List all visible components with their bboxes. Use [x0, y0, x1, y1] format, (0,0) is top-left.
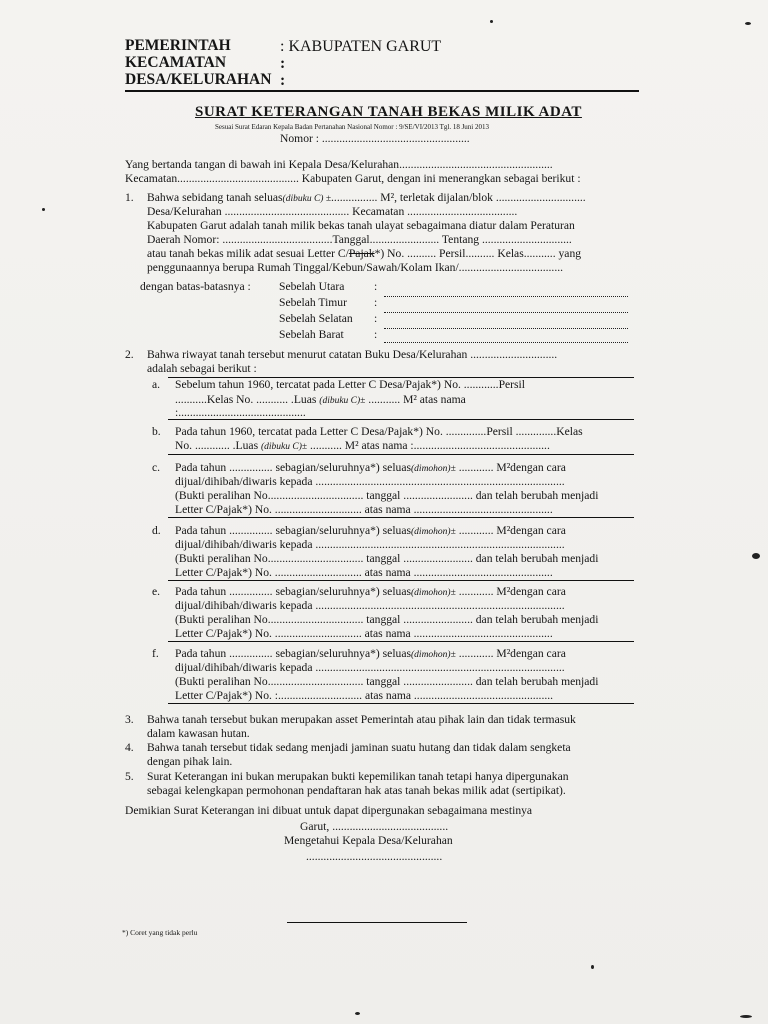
item2a-line-2: ...........Kelas No. ........... .Luas (dibuku C)± ........... M² atas nama [175, 393, 466, 406]
header-label-pemerintah: PEMERINTAH [125, 37, 231, 54]
item2e-bottom-rule [168, 641, 634, 642]
item1-line-3: Kabupaten Garut adalah tanah milik bekas tanah ulayat sebagaimana diatur dalam Peraturan [147, 219, 575, 232]
batas-selatan: Sebelah Selatan [279, 312, 353, 325]
item5-line-2: sebagai kelengkapan permohonan pendaftaran hak atas tanah bekas milik adat (sertipikat). [147, 784, 566, 797]
item1-line-2: Desa/Kelurahan ........................................... Kecamatan ...................................... [147, 205, 518, 218]
item5-line-1: Surat Keterangan ini bukan merupakan bukti kepemilikan tanah tetapi hanya dipergunakan [147, 770, 569, 783]
batas-selatan-line [384, 328, 628, 329]
batas-colon-2: : [374, 296, 378, 309]
item3-number: 3. [125, 713, 134, 726]
batas-label: dengan batas-batasnya : [140, 280, 251, 293]
batas-timur: Sebelah Timur [279, 296, 347, 309]
document-subtitle: Sesuai Surat Edaran Kepala Badan Pertanahan Nasional Nomor : 9/SE/VI/2013 Tgl. 18 Juni 2013 [215, 123, 489, 131]
batas-colon-4: : [374, 328, 378, 341]
header-label-desa: DESA/KELURAHAN [125, 71, 272, 88]
item2f-line-4: Letter C/Pajak*) No. :............................. atas nama ................................................ [175, 689, 554, 702]
item2f-line-1: Pada tahun ............... sebagian/seluruhnya*) seluas(dimohon)± ............ M²dengan cara [175, 647, 566, 660]
item2d-line-2: dijual/dihibah/diwaris kepada ...................................................................................... [175, 538, 565, 551]
item2e-line-1: Pada tahun ............... sebagian/seluruhnya*) seluas(dimohon)± ............ M²dengan cara [175, 585, 566, 598]
item4-line-1: Bahwa tanah tersebut tidak sedang menjadi jaminan suatu hutang dan tidak dalam sengketa [147, 741, 571, 754]
item4-line-2: dengan pihak lain. [147, 755, 233, 768]
item2b-bottom-rule [168, 454, 634, 455]
item2f-line-3: (Bukti peralihan No................................. tanggal ........................ dan telah berubah menjadi [175, 675, 599, 688]
item2f-line-2: dijual/dihibah/diwaris kepada ...................................................................................... [175, 661, 565, 674]
item2e-line-2: dijual/dihibah/diwaris kepada ...................................................................................... [175, 599, 565, 612]
item2-line-2: adalah sebagai berikut : [147, 362, 257, 375]
intro-line-2: Kecamatan.......................................... Kabupaten Garut, dengan ini menerangkan sebagai berikut : [125, 172, 581, 185]
place-date: Garut, ........................................ [300, 820, 449, 833]
item1-line-1: Bahwa sebidang tanah seluas(dibuku C) ±................ M², terletak dijalan/blok ............................... [147, 191, 586, 204]
item3-line-2: dalam kawasan hutan. [147, 727, 250, 740]
item5-number: 5. [125, 770, 134, 783]
scan-speck [752, 553, 760, 559]
item2e-line-4: Letter C/Pajak*) No. .............................. atas nama ................................................ [175, 627, 553, 640]
item2d-mark: d. [152, 524, 161, 537]
batas-utara-line [384, 296, 628, 297]
item1-line-4: Daerah Nomor: ......................................Tanggal........................ Tentang ............................... [147, 233, 572, 246]
footnote-rule [287, 922, 467, 923]
scan-speck [591, 965, 594, 969]
item1-number: 1. [125, 191, 134, 204]
item2-number: 2. [125, 348, 134, 361]
intro-line-1: Yang bertanda tangan di bawah ini Kepala Desa/Kelurahan..................................................... [125, 158, 553, 171]
item2c-line-2: dijual/dihibah/diwaris kepada ...................................................................................... [175, 475, 565, 488]
item1-line-6: penggunaannya berupa Rumah Tinggal/Kebun/Sawah/Kolam Ikan/.................................... [147, 261, 564, 274]
item2c-bottom-rule [168, 517, 634, 518]
item2b-line-1: Pada tahun 1960, tercatat pada Letter C Desa/Pajak*) No. ..............Persil ..............Kelas [175, 425, 583, 438]
item1-line-5: atau tanah bekas milik adat sesuai Letter C/Pajak*) No. .......... Persil.......... Kelas........... yang [147, 247, 582, 260]
item2a-top-rule [168, 377, 634, 378]
item2e-mark: e. [152, 585, 161, 598]
item3-line-1: Bahwa tanah tersebut bukan merupakan asset Pemerintah atau pihak lain dan tidak termasuk [147, 713, 576, 726]
item2d-line-4: Letter C/Pajak*) No. .............................. atas nama ................................................ [175, 566, 553, 579]
header-rule [125, 90, 639, 92]
batas-timur-line [384, 312, 628, 313]
header-value-desa: : [280, 72, 286, 89]
item2b-line-2: No. ............ .Luas (dibuku C)± ........... M² atas nama :............................................... [175, 439, 550, 452]
item2d-bottom-rule [168, 580, 634, 581]
header-value-kabupaten: : KABUPATEN GARUT [280, 38, 442, 55]
item4-number: 4. [125, 741, 134, 754]
batas-barat-line [384, 342, 628, 343]
item2b-mark: b. [152, 425, 161, 438]
scan-speck [355, 1012, 360, 1015]
signature-line: ............................................... [306, 850, 443, 863]
item2c-line-3: (Bukti peralihan No................................. tanggal ........................ dan telah berubah menjadi [175, 489, 599, 502]
document-number: Nomor : ................................................... [280, 132, 470, 145]
footnote: *) Coret yang tidak perlu [122, 928, 198, 937]
scan-speck [740, 1015, 752, 1018]
item2a-bottom-rule [168, 419, 634, 420]
item2e-line-3: (Bukti peralihan No................................. tanggal ........................ dan telah berubah menjadi [175, 613, 599, 626]
item2d-line-3: (Bukti peralihan No................................. tanggal ........................ dan telah berubah menjadi [175, 552, 599, 565]
item2f-bottom-rule [168, 703, 634, 704]
item2c-line-1: Pada tahun ............... sebagian/seluruhnya*) seluas(dimohon)± ............ M²dengan cara [175, 461, 566, 474]
item2c-line-4: Letter C/Pajak*) No. .............................. atas nama ................................................ [175, 503, 553, 516]
header-value-kecamatan: : [280, 55, 286, 72]
scan-speck [490, 20, 493, 23]
item2f-mark: f. [152, 647, 159, 660]
item2c-mark: c. [152, 461, 161, 474]
header-label-kecamatan: KECAMATAN [125, 54, 227, 71]
closing-statement: Demikian Surat Keterangan ini dibuat untuk dapat dipergunakan sebagaimana mestinya [125, 804, 533, 817]
item2-line-1: Bahwa riwayat tanah tersebut menurut catatan Buku Desa/Kelurahan .............................. [147, 348, 558, 361]
item2a-line-1: Sebelum tahun 1960, tercatat pada Letter C Desa/Pajak*) No. ............Persil [175, 378, 525, 391]
scan-speck [745, 22, 751, 25]
document-title: SURAT KETERANGAN TANAH BEKAS MILIK ADAT [195, 104, 582, 120]
batas-utara: Sebelah Utara [279, 280, 345, 293]
scan-speck [42, 208, 45, 211]
item2a-line-3: :............................................ [175, 406, 306, 419]
batas-barat: Sebelah Barat [279, 328, 344, 341]
batas-colon-1: : [374, 280, 378, 293]
batas-colon-3: : [374, 312, 378, 325]
mengetahui-label: Mengetahui Kepala Desa/Kelurahan [284, 834, 453, 847]
item2a-mark: a. [152, 378, 161, 391]
item2d-line-1: Pada tahun ............... sebagian/seluruhnya*) seluas(dimohon)± ............ M²dengan cara [175, 524, 566, 537]
